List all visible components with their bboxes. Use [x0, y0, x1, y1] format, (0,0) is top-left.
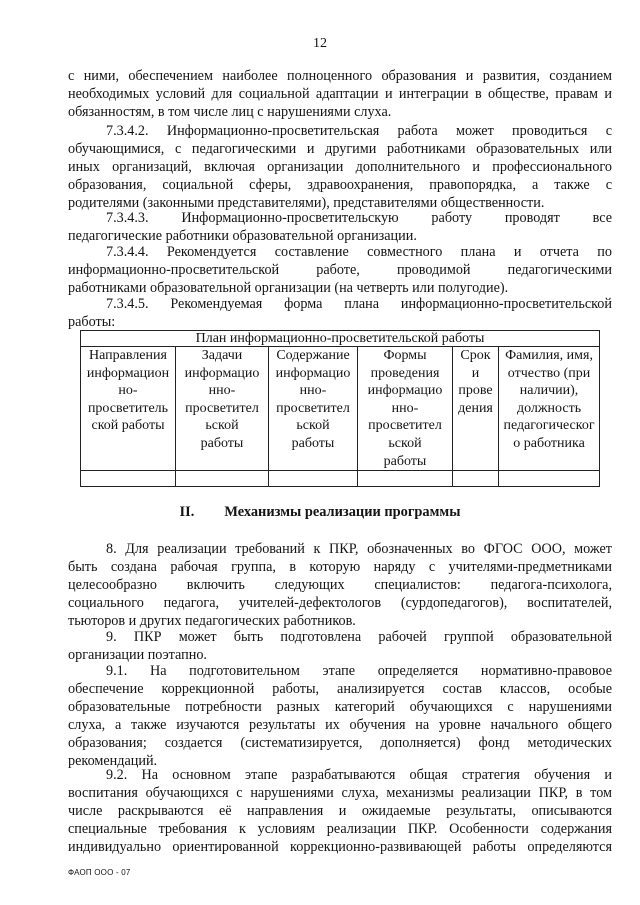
header-content: Содержание информацио нно- просветител ьской работы: [269, 347, 358, 471]
text-line: работы:: [68, 314, 116, 331]
table-caption: План информационно-просветительской работы: [81, 331, 600, 347]
paragraph-7-3-4-4: [68, 243, 612, 297]
text-line: быть создана рабочая группа, в которую наряду с учителями-предметниками: [68, 559, 612, 576]
paragraph-8: [68, 540, 612, 630]
text-line: 9.1. На подготовительном этапе определяется нормативно-правовое: [106, 663, 612, 679]
paragraph-continuation: [68, 67, 612, 121]
text-line: индивидуально ориентированной коррекционно-развивающей работы определяются: [68, 839, 612, 856]
text-line: обязанностям, в том числе лиц с нарушениями слуха.: [68, 104, 392, 121]
text-line: образовательные потребности разных категорий обучающихся с нарушениями: [68, 699, 612, 716]
section-number: II.: [179, 504, 195, 520]
text-line: необходимых условий для социальной адаптации и интеграции в обществе, правам и: [68, 86, 612, 103]
footer-code: ФАОП ООО - 07: [68, 868, 131, 877]
section-title: Механизмы реализации программы: [224, 504, 461, 520]
text-line: 9.2. На основном этапе разрабатываются общая стратегия обучения и: [106, 767, 612, 783]
text-line: рекомендаций.: [68, 753, 158, 770]
text-line: социального педагога, учителей-дефектологов (сурдопедагогов), воспитателей,: [68, 595, 612, 612]
page-number: 12: [313, 36, 327, 51]
paragraph-7-3-4-5: [68, 295, 612, 331]
header-deadline: Срок и прове дения: [453, 347, 499, 471]
text-line: 7.3.4.4. Рекомендуется составление совместного плана и отчета по: [106, 244, 612, 260]
header-forms: Формы проведения информацио нно- просветител ьской работы: [358, 347, 453, 471]
text-line: образования, социальной сферы, здравоохранения, правопорядка, а также с: [68, 177, 612, 194]
text-line: тьюторов и других педагогических работников.: [68, 613, 356, 630]
text-line: иных организаций, включая организации дополнительного и профессионального: [68, 159, 612, 176]
text-line: 9. ПКР может быть подготовлена рабочей группой образовательной: [106, 629, 612, 645]
text-line: информационно-просветительской работе, проводимой педагогическими: [68, 262, 612, 279]
text-line: 8. Для реализации требований к ПКР, обозначенных во ФГОС ООО, может: [106, 541, 612, 557]
text-line: 7.3.4.2. Информационно-просветительская работа может проводиться с: [106, 123, 612, 139]
text-line: организации поэтапно.: [68, 647, 207, 664]
paragraph-7-3-4-3: [68, 209, 612, 245]
plan-table: [80, 330, 600, 487]
section-heading: [0, 504, 640, 521]
text-line: обеспечение коррекционной работы, анализируется состав классов, особые: [68, 681, 612, 698]
text-line: 7.3.4.5. Рекомендуемая форма плана информационно-просветительской: [106, 296, 612, 312]
text-line: 7.3.4.3. Информационно-просветительскую работу проводят все: [106, 210, 612, 226]
text-line: слуха, а также изучаются результаты их обучения на уровне начального общего: [68, 717, 612, 734]
paragraph-9-1: [68, 662, 612, 771]
text-line: воспитания обучающихся с нарушениями слуха, механизмы реализации ПКР, в том: [68, 785, 612, 802]
table-row: [81, 471, 600, 487]
text-line: специальные требования к условиям реализации ПКР. Особенности содержания: [68, 821, 612, 838]
text-line: педагогические работники образовательной организации.: [68, 228, 417, 245]
header-tasks: Задачи информацио нно- просветител ьской работы: [176, 347, 269, 471]
header-directions: Направления информацион но- просветитель ской работы: [81, 347, 176, 471]
text-line: работниками образовательной организации (на четверть или полугодие).: [68, 280, 509, 297]
paragraph-9-2: [68, 766, 612, 856]
header-responsible: Фамилия, имя, отчество (при наличии), должность педагогическог о работника: [499, 347, 600, 471]
text-line: числе раскрываются её направления и ожидаемые результаты, описываются: [68, 803, 612, 820]
text-line: целесообразно включить следующих специалистов: педагога-психолога,: [68, 577, 612, 594]
text-line: обучающимися, с педагогическими и другими работниками образовательных или: [68, 141, 612, 158]
text-line: родителями (законными представителями), представителями общественности.: [68, 195, 545, 212]
paragraph-9: [68, 628, 612, 664]
paragraph-7-3-4-2: [68, 122, 612, 212]
text-line: с ними, обеспечением наиболее полноценного образования и развития, созданием: [68, 68, 612, 84]
text-line: образования; создается (систематизируется, дополняется) фонд методических: [68, 735, 612, 752]
